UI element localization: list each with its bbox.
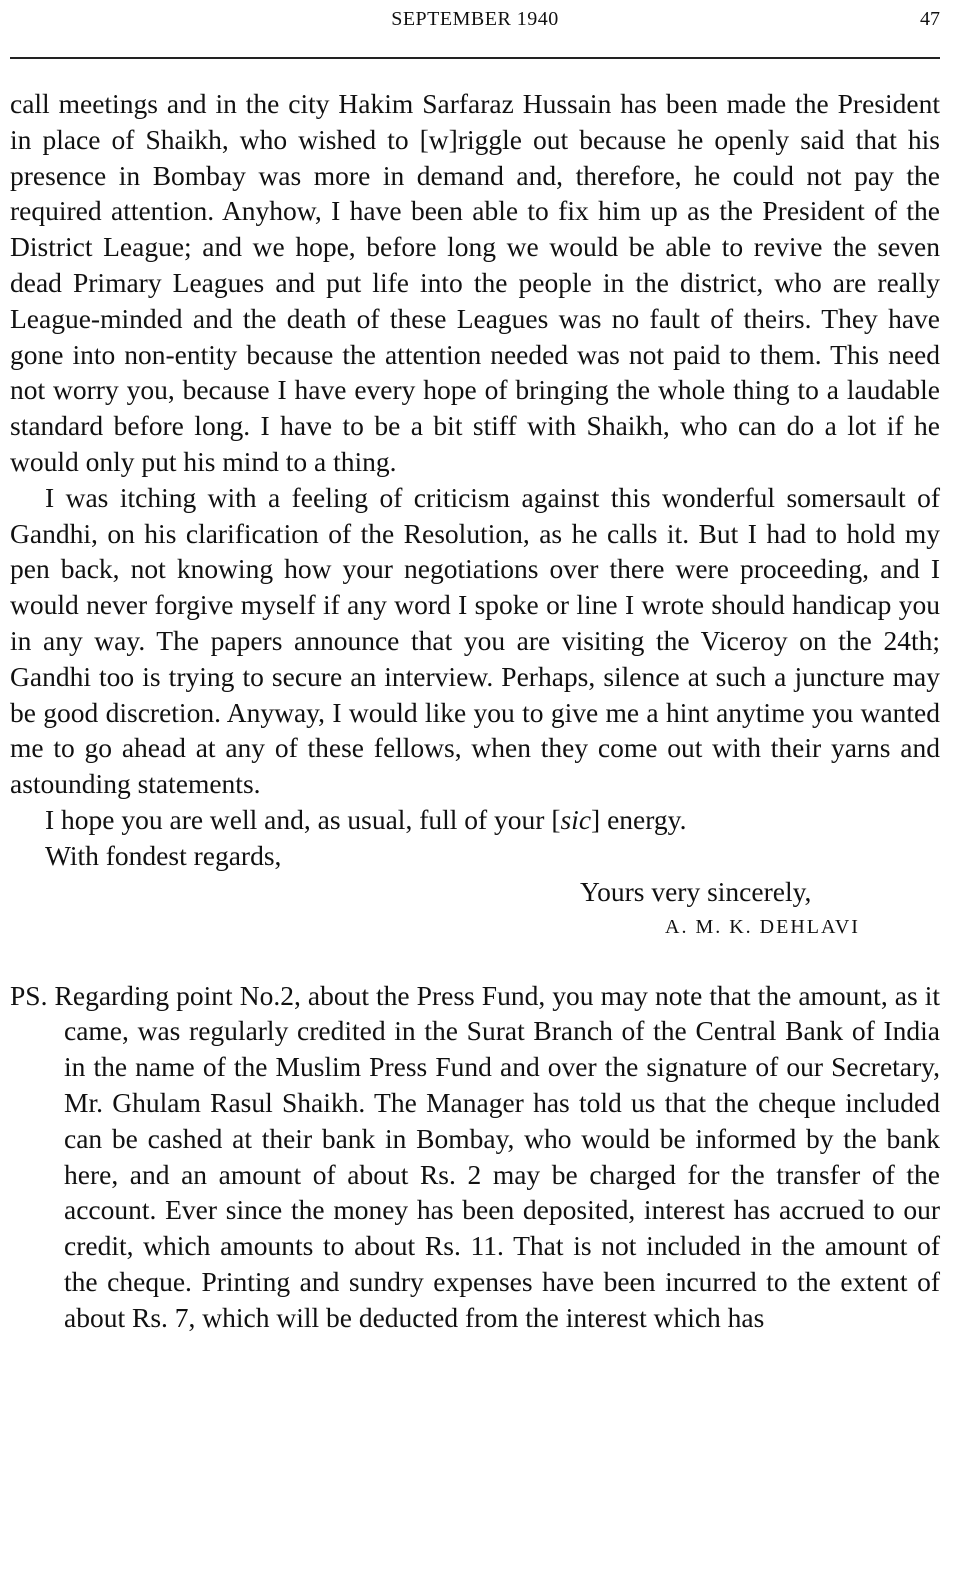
paragraph-criticism: I was itching with a feeling of criticism against this wonderful somersault of Gandhi, on his clarification of the Resolution, as he calls it. But I had to hold my pen back, not knowing how your negotiations over there were proceeding, and I would never forgive myself if any word I spoke or line I wrote should handicap you in any way. The papers announce that you are visiting the Viceroy on the 24th; Gandhi too is trying to secure an interview. Perhaps, silence at such a juncture may be good discretion. Anyway, I would like you to give me a hint anytime you wanted me to go ahead at any of these fellows, when they come out with their yarns and astounding statements. [10, 481, 940, 800]
sic-annotation: sic [560, 803, 592, 835]
postscript: PS. Regarding point No.2, about the Press Fund, you may note that the amount, as it came, was regularly credited in the Surat Branch of the Central Bank of India in the name of the Muslim Press Fund and over the signature of our Secretary, Mr. Ghulam Rasul Shaikh. The Manager has told us that the cheque included can be cashed at their bank in Bombay, who would be informed by the bank here, and an amount of about Rs. 2 may be charged for the transfer of the account. Ever since the money has been deposited, interest has accrued to our credit, which amounts to about Rs. 11. That is not included in the amount of the cheque. Printing and sundry expenses have been incurred to the extent of about Rs. 7, which will be deducted from the interest which has [10, 979, 940, 1333]
regards-line: With fondest regards, [45, 839, 282, 871]
signer-name: A. M. K. DEHLAVI [665, 915, 860, 938]
running-header [10, 0, 940, 48]
paragraph-continued: call meetings and in the city Hakim Sarfaraz Hussain has been made the President in place of Shaikh, who wished to [w]riggle out because he openly said that his presence in Bombay was more in demand and, therefore, he could not pay the required attention. Anyhow, I have been able to fix him up as the President of the District League; and we hope, before long we would be able to revive the seven dead Primary Leagues and put life into the people in the district, who are really League-minded and the death of these Leagues was no fault of theirs. They have gone into non-entity because the attention needed was not paid to them. This need not worry you, because I have every hope of bringing the whole thing to a laudable standard before long. I have to be a bit stiff with Shaikh, who can do a lot if he would only put his mind to a thing. [10, 88, 940, 477]
signature-block [10, 874, 940, 946]
closing-line-pre: I hope you are well and, as usual, full of your [ [45, 803, 561, 835]
page-number: 47 [920, 8, 940, 30]
running-title: SEPTEMBER 1940 [391, 8, 559, 30]
sign-off: Yours very sincerely, [580, 875, 812, 907]
closing-line [10, 802, 940, 838]
header-rule [10, 57, 940, 59]
book-page [10, 0, 940, 1333]
closing-line-post: ] energy. [591, 803, 687, 835]
letter-body [10, 86, 940, 1336]
